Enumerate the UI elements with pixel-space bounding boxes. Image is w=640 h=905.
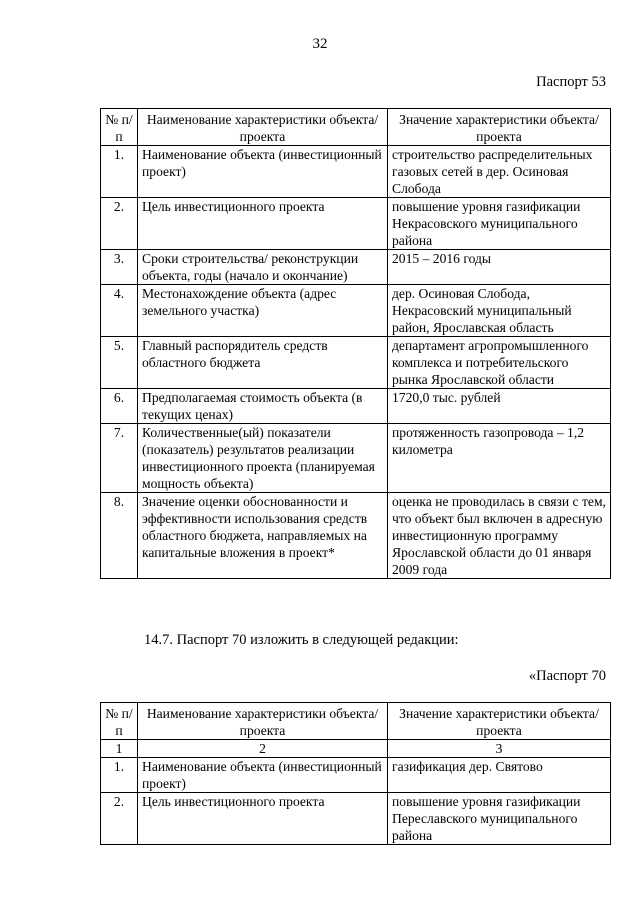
row-value: протяженность газопровода – 1,2 километра [388, 424, 611, 493]
row-value: оценка не проводилась в связи с тем, что объект был включен в адресную инвестиционную программу Ярославской области до 01 января 2009 года [388, 493, 611, 579]
table-header-row [101, 703, 611, 740]
table-row [101, 337, 611, 389]
row-num: 2. [101, 793, 138, 845]
table-row [101, 198, 611, 250]
page-number: 32 [312, 36, 328, 52]
row-name: Местонахождение объекта (адрес земельного участка) [138, 285, 388, 337]
column-number: 3 [388, 740, 611, 758]
row-num: 7. [101, 424, 138, 493]
row-name: Значение оценки обоснованности и эффективности использования средств областного бюджета, направляемых на капитальные вложения в проект* [138, 493, 388, 579]
row-num: 4. [101, 285, 138, 337]
table-row [101, 758, 611, 793]
row-num: 1. [101, 758, 138, 793]
table-row [101, 793, 611, 845]
table-row [101, 493, 611, 579]
row-name: Главный распорядитель средств областного бюджета [138, 337, 388, 389]
row-name: Предполагаемая стоимость объекта (в текущих ценах) [138, 389, 388, 424]
row-name: Сроки строительства/ реконструкции объекта, годы (начало и окончание) [138, 250, 388, 285]
row-value: 1720,0 тыс. рублей [388, 389, 611, 424]
row-num: 8. [101, 493, 138, 579]
row-value: дер. Осиновая Слобода, Некрасовский муниципальный район, Ярославская область [388, 285, 611, 337]
header-name: Наименование характеристики объекта/проекта [138, 109, 388, 146]
header-num: № п/п [101, 703, 138, 740]
row-name: Наименование объекта (инвестиционный проект) [138, 146, 388, 198]
row-name: Количественные(ый) показатели (показатель) результатов реализации инвестиционного проекта (планируемая мощность объекта) [138, 424, 388, 493]
header-value: Значение характеристики объекта/проекта [388, 703, 611, 740]
passport-70-table [100, 702, 611, 845]
row-value: газификация дер. Святово [388, 758, 611, 793]
table-row [101, 250, 611, 285]
passport-53-table [100, 108, 611, 579]
row-name: Цель инвестиционного проекта [138, 793, 388, 845]
table-row [101, 146, 611, 198]
column-number-row [101, 740, 611, 758]
row-value: департамент агропромышленного комплекса и потребительского рынка Ярославской области [388, 337, 611, 389]
row-num: 2. [101, 198, 138, 250]
row-value: 2015 – 2016 годы [388, 250, 611, 285]
row-num: 6. [101, 389, 138, 424]
row-name: Наименование объекта (инвестиционный проект) [138, 758, 388, 793]
table-row [101, 285, 611, 337]
row-value: повышение уровня газификации Некрасовского муниципального района [388, 198, 611, 250]
header-num: № п/п [101, 109, 138, 146]
row-name: Цель инвестиционного проекта [138, 198, 388, 250]
row-num: 3. [101, 250, 138, 285]
table-row [101, 424, 611, 493]
column-number: 2 [138, 740, 388, 758]
passport-70-title: «Паспорт 70 [528, 668, 606, 684]
amendment-paragraph: 14.7. Паспорт 70 изложить в следующей редакции: [144, 632, 459, 648]
header-value: Значение характеристики объекта/проекта [388, 109, 611, 146]
row-num: 1. [101, 146, 138, 198]
row-value: повышение уровня газификации Переславского муниципального района [388, 793, 611, 845]
header-name: Наименование характеристики объекта/проекта [138, 703, 388, 740]
passport-53-title: Паспорт 53 [536, 74, 606, 90]
table-header-row [101, 109, 611, 146]
column-number: 1 [101, 740, 138, 758]
table-row [101, 389, 611, 424]
row-num: 5. [101, 337, 138, 389]
row-value: строительство распределительных газовых сетей в дер. Осиновая Слобода [388, 146, 611, 198]
